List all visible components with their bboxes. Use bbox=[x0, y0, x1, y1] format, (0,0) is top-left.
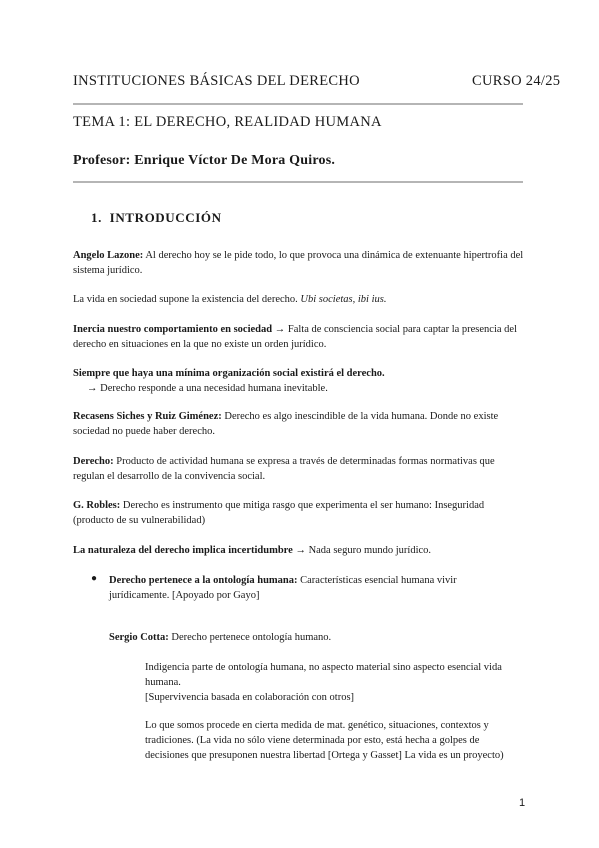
paragraph-text: → Nada seguro mundo jurídico. bbox=[292, 545, 432, 556]
paragraph bbox=[145, 660, 510, 705]
divider-line bbox=[73, 181, 523, 183]
paragraph-text: Características esencial humana vivir jurídicamente. [Apoyado por Gayo] bbox=[109, 575, 457, 601]
paragraph bbox=[145, 718, 515, 763]
course-label: CURSO 24/25 bbox=[472, 73, 561, 89]
paragraph-lead: Angelo Lazone: bbox=[73, 250, 144, 261]
topic-title: TEMA 1: EL DERECHO, REALIDAD HUMANA bbox=[73, 114, 382, 130]
section-title: INTRODUCCIÓN bbox=[109, 210, 222, 225]
paragraph bbox=[73, 409, 525, 439]
paragraph-lead: Derecho pertenece a la ontología humana: bbox=[109, 575, 298, 586]
paragraph bbox=[73, 498, 525, 528]
paragraph bbox=[73, 292, 525, 307]
paragraph-lead: Inercia nuestro comportamiento en sociedad bbox=[73, 324, 273, 335]
paragraph bbox=[73, 366, 525, 396]
section-heading bbox=[91, 210, 222, 226]
paragraph-text: Producto de actividad humana se expresa a través de determinadas formas normativas que regulan el desarrollo de la convivencia social. bbox=[73, 456, 495, 482]
document-header bbox=[73, 73, 561, 90]
paragraph-text: → Falta de consciencia social para captar la presencia del derecho en situaciones en la que no existe un orden jurídico. bbox=[73, 324, 517, 350]
latin-phrase: Ubi societas, ibi ius. bbox=[300, 294, 387, 305]
paragraph-text: Indigencia parte de ontología humana, no aspecto material sino aspecto esencial vida humana. bbox=[145, 662, 502, 688]
bullet-text bbox=[109, 573, 507, 603]
document-title: INSTITUCIONES BÁSICAS DEL DERECHO bbox=[73, 73, 360, 89]
bullet-icon: ● bbox=[91, 573, 98, 584]
paragraph-lead: Siempre que haya una mínima organización social existirá el derecho. bbox=[73, 368, 385, 379]
paragraph-lead: G. Robles: bbox=[73, 500, 121, 511]
page-number: 1 bbox=[519, 797, 526, 809]
paragraph-lead: Derecho: bbox=[73, 456, 114, 467]
paragraph-lead: Recasens Siches y Ruiz Giménez: bbox=[73, 411, 222, 422]
paragraph-text: Derecho es algo inescindible de la vida humana. Donde no existe sociedad no puede haber derecho. bbox=[73, 411, 499, 437]
paragraph bbox=[73, 322, 525, 352]
professor-line: Profesor: Enrique Víctor De Mora Quiros. bbox=[73, 153, 336, 168]
arrow-note: → Derecho responde a una necesidad humana inevitable. bbox=[87, 383, 328, 394]
paragraph-text: Derecho es instrumento que mitiga rasgo que experimenta el ser humano: Inseguridad (producto de su vulnerabilidad) bbox=[73, 500, 485, 526]
paragraph bbox=[73, 248, 525, 278]
paragraph-lead: Sergio Cotta: bbox=[109, 632, 169, 643]
section-number: 1. bbox=[91, 210, 102, 225]
bracket-note: [Supervivencia basada en colaboración con otros] bbox=[145, 692, 355, 703]
divider-line bbox=[73, 103, 523, 105]
paragraph-text: Al derecho hoy se le pide todo, lo que provoca una dinámica de extenuante hipertrofia del sistema jurídico. bbox=[73, 250, 524, 276]
paragraph bbox=[73, 454, 525, 484]
paragraph bbox=[73, 543, 525, 558]
paragraph-text: La vida en sociedad supone la existencia del derecho. bbox=[73, 294, 301, 305]
paragraph-text: Lo que somos procede en cierta medida de mat. genético, situaciones, contextos y tradiciones. (La vida no sólo viene determinada por esto, está hecha a golpes de decisiones que presuponen nuestra libertad [Ortega y Gasset] La vida es un proyecto) bbox=[145, 720, 504, 761]
paragraph-text: Derecho pertenece ontología humano. bbox=[168, 632, 332, 643]
paragraph-lead: La naturaleza del derecho implica incertidumbre bbox=[73, 545, 293, 556]
paragraph bbox=[109, 630, 509, 645]
